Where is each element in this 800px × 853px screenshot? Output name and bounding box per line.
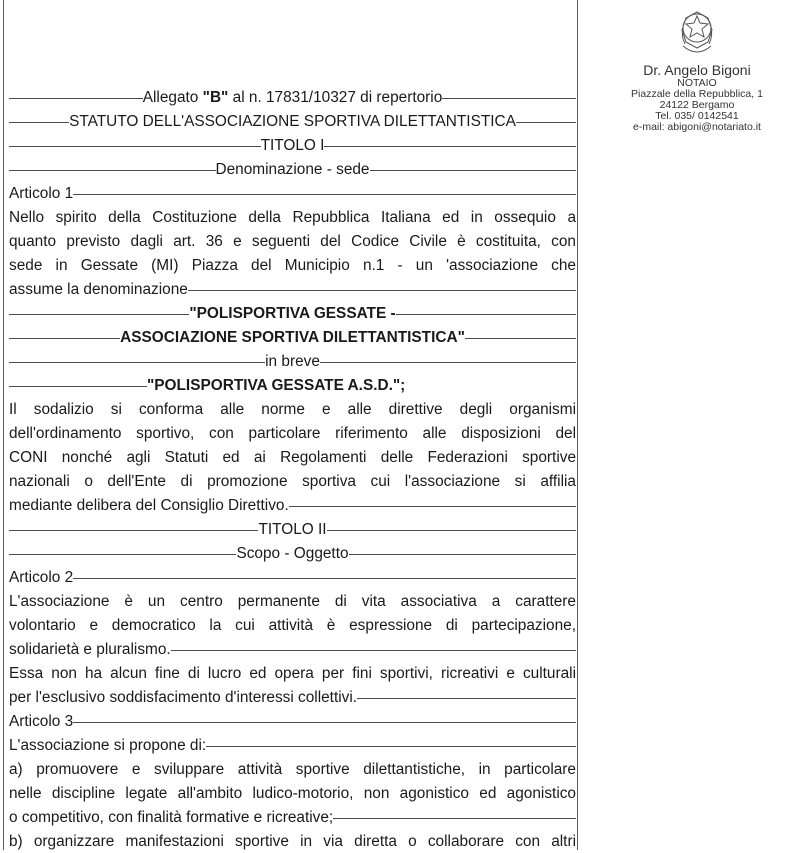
- filler-rule: [9, 386, 147, 387]
- filler-rule: [370, 170, 577, 171]
- filler-rule: [9, 338, 120, 339]
- filler-rule: [188, 290, 576, 291]
- filler-rule: [9, 146, 261, 147]
- filler-rule: [320, 362, 576, 363]
- scopo-heading: [9, 542, 576, 565]
- articolo-3-text: Articolo 3: [9, 713, 74, 730]
- statuto-title-text: STATUTO DELL'ASSOCIAZIONE SPORTIVA DILETTANTISTICA: [69, 113, 516, 130]
- notary-name: Dr. Angelo Bigoni: [643, 62, 751, 78]
- filler-rule: [9, 554, 236, 555]
- short-name-text: "POLISPORTIVA GESSATE A.S.D.";: [147, 377, 406, 394]
- document-page: [3, 0, 578, 850]
- articolo-2-heading: [9, 566, 576, 589]
- filler-rule: [357, 698, 576, 699]
- association-name-line-2: [9, 326, 576, 349]
- paragraph-line: Il sodalizio si conforma alle norme e alle direttive degli organismi: [9, 401, 576, 418]
- paragraph-line: nazionali o dell'Ente di promozione sportiva cui l'associazione si affilia: [9, 473, 576, 490]
- filler-rule: [324, 146, 576, 147]
- paragraph-line: a) promuovere e sviluppare attività sportive dilettantistiche, in particolare: [9, 761, 576, 778]
- paragraph-line-last: [9, 734, 576, 757]
- in-breve-text: in breve: [265, 353, 320, 370]
- denominazione-heading: [9, 158, 576, 181]
- filler-rule: [349, 554, 576, 555]
- allegato-text: Allegato "B" al n. 17831/10327 di repertorio: [142, 89, 443, 106]
- paragraph-line: Nello spirito della Costituzione della Repubblica Italiana ed in ossequio a: [9, 209, 576, 226]
- filler-rule: [9, 530, 258, 531]
- filler-rule: [333, 818, 576, 819]
- filler-rule: [9, 170, 216, 171]
- association-name-text: "POLISPORTIVA GESSATE -: [189, 305, 396, 322]
- titolo-2-text: TITOLO II: [258, 521, 327, 538]
- paragraph-line: CONI nonché agli Statuti ed ai Regolamenti delle Federazioni sportive: [9, 449, 576, 466]
- notary-phone: Tel. 035/ 0142541: [655, 110, 739, 122]
- articolo-3-heading: [9, 710, 576, 733]
- paragraph-text: solidarietà e pluralismo.: [9, 641, 171, 658]
- paragraph-line: Essa non ha alcun fine di lucro ed opera per fini sportivi, ricreativi e culturali: [9, 665, 576, 682]
- filler-rule: [9, 98, 143, 99]
- notary-role: NOTAIO: [677, 77, 717, 89]
- articolo-1-text: Articolo 1: [9, 185, 74, 202]
- paragraph-line-last: [9, 494, 576, 517]
- filler-rule: [9, 314, 189, 315]
- statuto-title: [9, 110, 576, 133]
- filler-rule: [206, 746, 576, 747]
- filler-rule: [73, 578, 576, 579]
- articolo-1-heading: [9, 182, 576, 205]
- paragraph-line-last: [9, 806, 576, 829]
- paragraph-text: assume la denominazione: [9, 281, 188, 298]
- short-name-line: [9, 374, 576, 397]
- italian-republic-emblem-icon: [677, 8, 717, 58]
- filler-rule: [442, 98, 576, 99]
- paragraph-line: volontario e democratico la cui attività è espressione di partecipazione,: [9, 617, 576, 634]
- paragraph-line-last: [9, 638, 576, 661]
- filler-rule: [516, 122, 576, 123]
- association-name-text: ASSOCIAZIONE SPORTIVA DILETTANTISTICA": [120, 329, 465, 346]
- notary-address: Piazzale della Repubblica, 1: [631, 88, 763, 100]
- filler-rule: [9, 362, 265, 363]
- denominazione-text: Denominazione - sede: [215, 161, 370, 178]
- titolo-1: [9, 134, 576, 157]
- paragraph-line-last: [9, 686, 576, 709]
- titolo-2: [9, 518, 576, 541]
- scopo-text: Scopo - Oggetto: [236, 545, 349, 562]
- paragraph-line-last: [9, 278, 576, 301]
- filler-rule: [465, 338, 576, 339]
- filler-rule: [171, 650, 576, 651]
- association-name-line-1: [9, 302, 576, 325]
- paragraph-text: per l'esclusivo soddisfacimento d'interessi collettivi.: [9, 689, 358, 706]
- filler-rule: [327, 530, 576, 531]
- allegato-line: [9, 86, 576, 109]
- filler-rule: [73, 722, 576, 723]
- filler-rule: [9, 122, 69, 123]
- notary-city: 24122 Bergamo: [659, 99, 735, 111]
- in-breve-line: [9, 350, 576, 373]
- notary-email: e-mail: abigoni@notariato.it: [633, 121, 761, 133]
- titolo-1-text: TITOLO I: [260, 137, 325, 154]
- paragraph-line: b) organizzare manifestazioni sportive in via diretta o collaborare con altri: [9, 833, 576, 850]
- articolo-2-text: Articolo 2: [9, 569, 74, 586]
- paragraph-text: o competitivo, con finalità formative e ricreative;: [9, 809, 334, 826]
- filler-rule: [289, 506, 576, 507]
- paragraph-line: nelle discipline legate all'ambito ludico-motorio, non agonistico ed agonistico: [9, 785, 576, 802]
- paragraph-line: dell'ordinamento sportivo, con particolare riferimento alle disposizioni del: [9, 425, 576, 442]
- paragraph-line: quanto previsto dagli art. 36 e seguenti del Codice Civile è costituita, con: [9, 233, 576, 250]
- paragraph-line: L'associazione è un centro permanente di vita associativa a carattere: [9, 593, 576, 610]
- paragraph-text: mediante delibera del Consiglio Direttivo.: [9, 497, 289, 514]
- filler-rule: [73, 194, 576, 195]
- paragraph-line: sede in Gessate (MI) Piazza del Municipio n.1 - un 'associazione che: [9, 257, 576, 274]
- filler-rule: [396, 314, 576, 315]
- paragraph-text: L'associazione si propone di:: [9, 737, 207, 754]
- notary-header: [597, 8, 797, 133]
